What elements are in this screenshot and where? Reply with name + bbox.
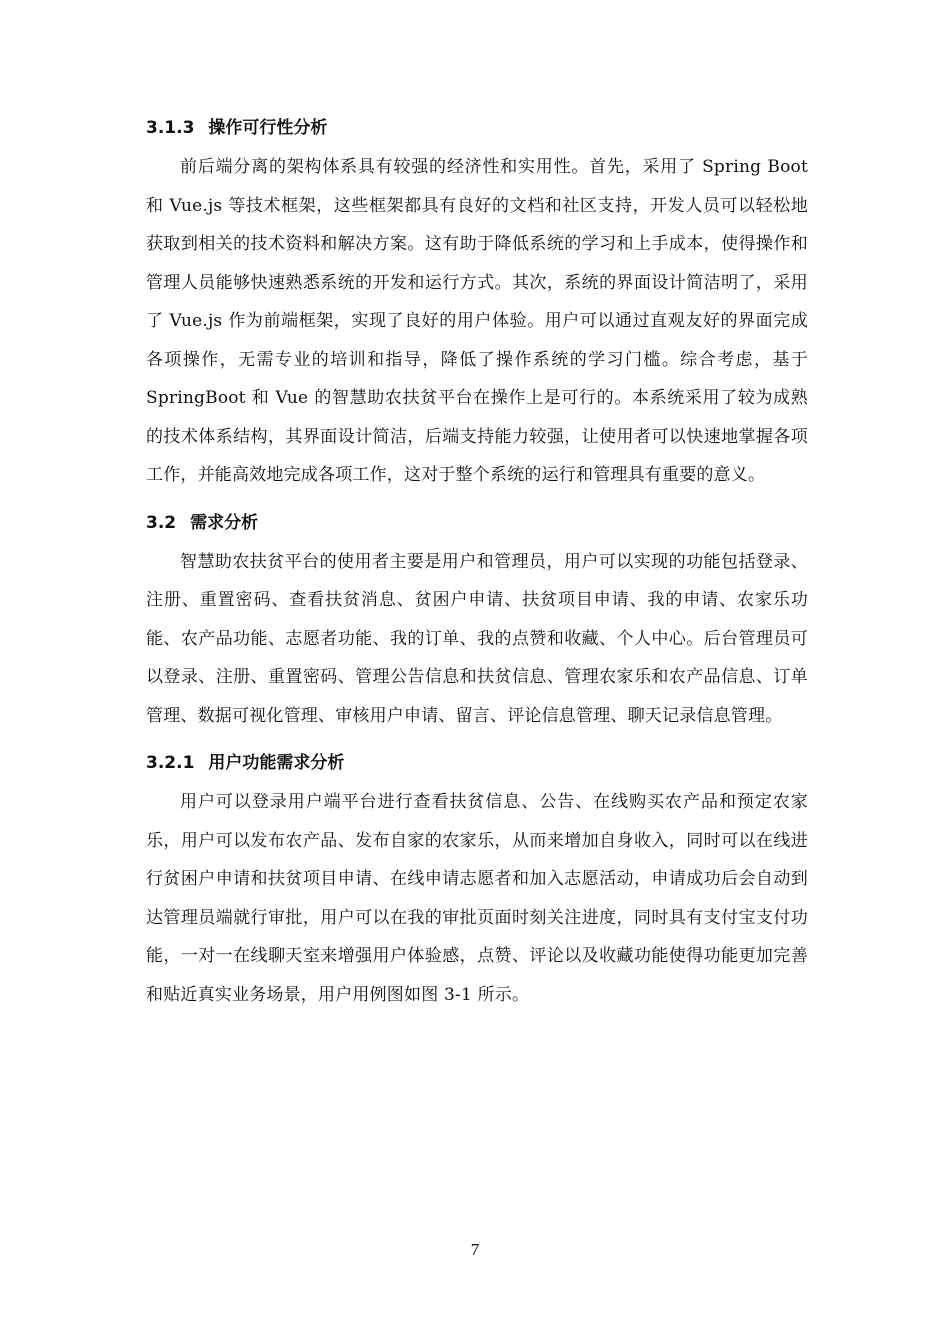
section-paragraph: 智慧助农扶贫平台的使用者主要是用户和管理员，用户可以实现的功能包括登录、注册、重置密码、查看扶贫消息、贫困户申请、扶贫项目申请、我的申请、农家乐功能、农产品功能、志愿者功能、我的订单、我的点赞和收藏、个人中心。后台管理员可以登录、注册、重置密码、管理公告信息和扶贫信息、管理农家乐和农产品信息、订单管理、数据可视化管理、审核用户申请、留言、评论信息管理、聊天记录信息管理。: [146, 551, 808, 726]
section-heading-3-1-3: [146, 114, 808, 142]
section-paragraph: 用户可以登录用户端平台进行查看扶贫信息、公告、在线购买农产品和预定农家乐，用户可以发布农产品、发布自家的农家乐，从而来增加自身收入，同时可以在线进行贫困户申请和扶贫项目申请、在线申请志愿者和加入志愿活动，申请成功后会自动到达管理员端就行审批，用户可以在我的审批页面时刻关注进度，同时具有支付宝支付功能，一对一在线聊天室来增强用户体验感，点赞、评论以及收藏功能使得功能更加完善和贴近真实业务场景，用户用例图如图 3-1 所示。: [146, 792, 808, 1005]
section-title: 用户功能需求分析: [208, 753, 345, 773]
section-title: 需求分析: [190, 512, 259, 533]
page-number: 7: [470, 1240, 480, 1259]
section-number: 3.2: [146, 512, 177, 533]
section-heading-3-2: [146, 509, 808, 537]
section-number: 3.1.3: [146, 118, 195, 138]
page-content: [146, 114, 808, 1028]
section-title: 操作可行性分析: [208, 118, 328, 138]
section-heading-3-2-1: [146, 749, 808, 777]
section-paragraph: 前后端分离的架构体系具有较强的经济性和实用性。首先，采用了 Spring Boot 和 Vue.js 等技术框架，这些框架都具有良好的文档和社区支持，开发人员可以轻松地获取到相关的技术资料和解决方案。这有助于降低系统的学习和上手成本，使得操作和管理人员能够快速熟悉系统的开发和运行方式。其次，系统的界面设计简洁明了，采用了 Vue.js 作为前端框架，实现了良好的用户体验。用户可以通过直观友好的界面完成各项操作，无需专业的培训和指导，降低了操作系统的学习门槛。综合考虑，基于 SpringBoot 和 Vue 的智慧助农扶贫平台在操作上是可行的。本系统采用了较为成熟的技术体系结构，其界面设计简洁，后端支持能力较强，让使用者可以快速地掌握各项工作，并能高效地完成各项工作，这对于整个系统的运行和管理具有重要的意义。: [146, 157, 808, 485]
section-number: 3.2.1: [146, 753, 195, 773]
